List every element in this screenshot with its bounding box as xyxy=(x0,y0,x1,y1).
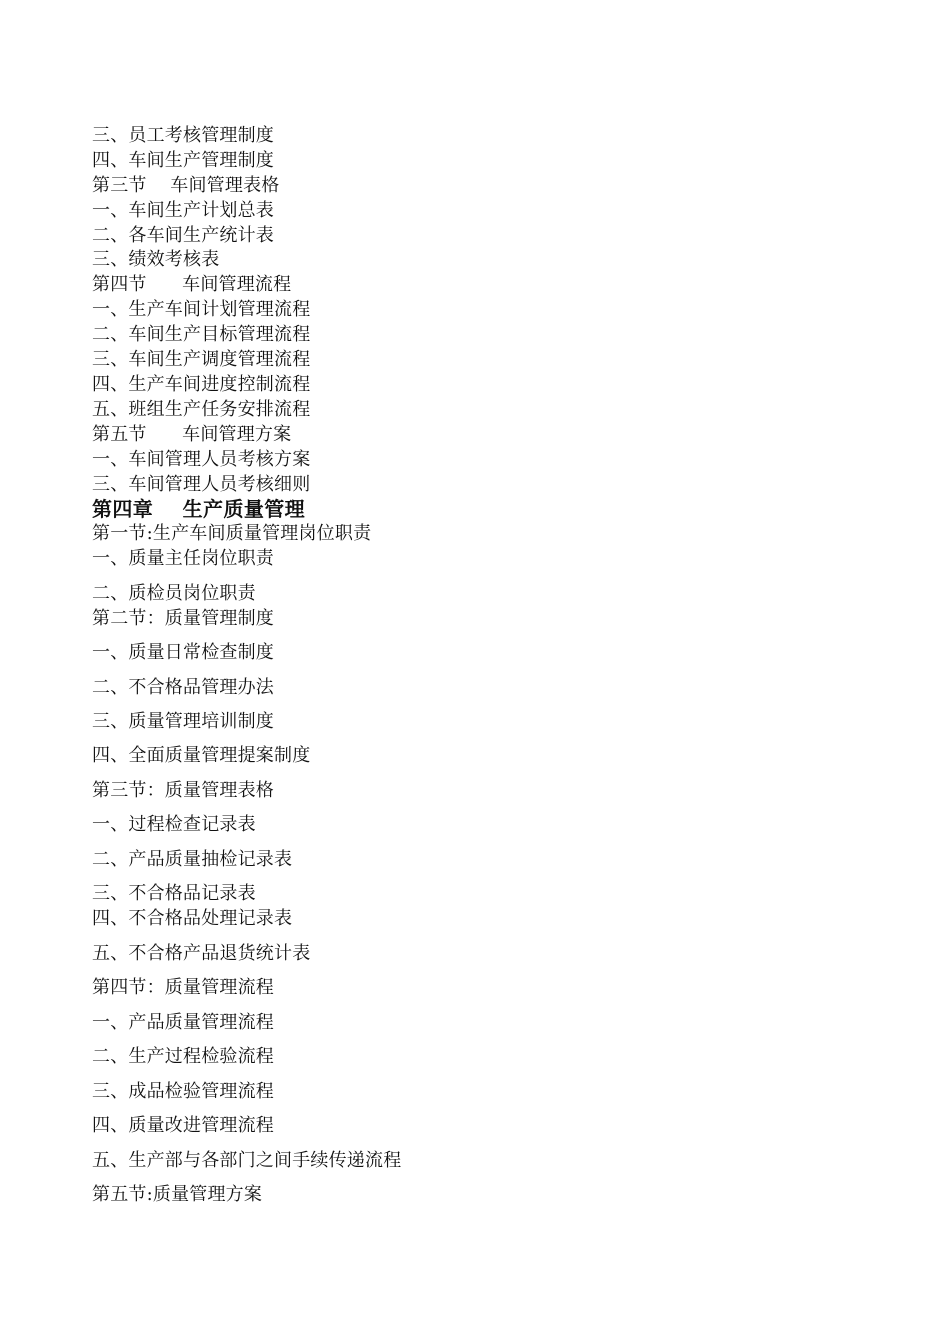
list-item: 三、车间管理人员考核细则 xyxy=(92,474,311,495)
list-item: 三、成品检验管理流程 xyxy=(92,1081,274,1102)
list-item: 四、质量改进管理流程 xyxy=(92,1115,274,1136)
section-heading: 第二节：质量管理制度 xyxy=(92,608,274,629)
list-item: 二、生产过程检验流程 xyxy=(92,1046,274,1067)
list-item: 一、生产车间计划管理流程 xyxy=(92,299,311,320)
list-item: 四、生产车间进度控制流程 xyxy=(92,374,311,395)
list-item: 四、全面质量管理提案制度 xyxy=(92,745,311,766)
list-item: 一、车间管理人员考核方案 xyxy=(92,449,311,470)
section-heading: 第三节 车间管理表格 xyxy=(92,175,280,196)
section-heading: 第三节：质量管理表格 xyxy=(92,780,274,801)
section-heading: 第五节 车间管理方案 xyxy=(92,424,292,445)
section-heading: 第四节：质量管理流程 xyxy=(92,977,274,998)
list-item: 一、质量日常检查制度 xyxy=(92,642,274,663)
list-item: 二、产品质量抽检记录表 xyxy=(92,849,293,870)
section-heading: 第五节:质量管理方案 xyxy=(92,1184,263,1205)
chapter-heading: 第四章 生产质量管理 xyxy=(92,497,306,521)
list-item: 三、不合格品记录表 xyxy=(92,883,256,904)
list-item: 三、绩效考核表 xyxy=(92,249,220,270)
list-item: 三、员工考核管理制度 xyxy=(92,125,274,146)
list-item: 五、生产部与各部门之间手续传递流程 xyxy=(92,1150,402,1171)
list-item: 四、车间生产管理制度 xyxy=(92,150,274,171)
list-item: 三、车间生产调度管理流程 xyxy=(92,349,311,370)
list-item: 一、过程检查记录表 xyxy=(92,814,256,835)
section-heading: 第一节:生产车间质量管理岗位职责 xyxy=(92,523,372,544)
section-heading: 第四节 车间管理流程 xyxy=(92,274,292,295)
list-item: 一、产品质量管理流程 xyxy=(92,1012,274,1033)
list-item: 二、车间生产目标管理流程 xyxy=(92,324,311,345)
list-item: 三、质量管理培训制度 xyxy=(92,711,274,732)
list-item: 一、质量主任岗位职责 xyxy=(92,548,274,569)
list-item: 一、车间生产计划总表 xyxy=(92,200,274,221)
list-item: 二、质检员岗位职责 xyxy=(92,583,256,604)
list-item: 四、不合格品处理记录表 xyxy=(92,908,293,929)
list-item: 二、各车间生产统计表 xyxy=(92,225,274,246)
list-item: 五、班组生产任务安排流程 xyxy=(92,399,311,420)
list-item: 二、不合格品管理办法 xyxy=(92,677,274,698)
list-item: 五、不合格产品退货统计表 xyxy=(92,943,311,964)
